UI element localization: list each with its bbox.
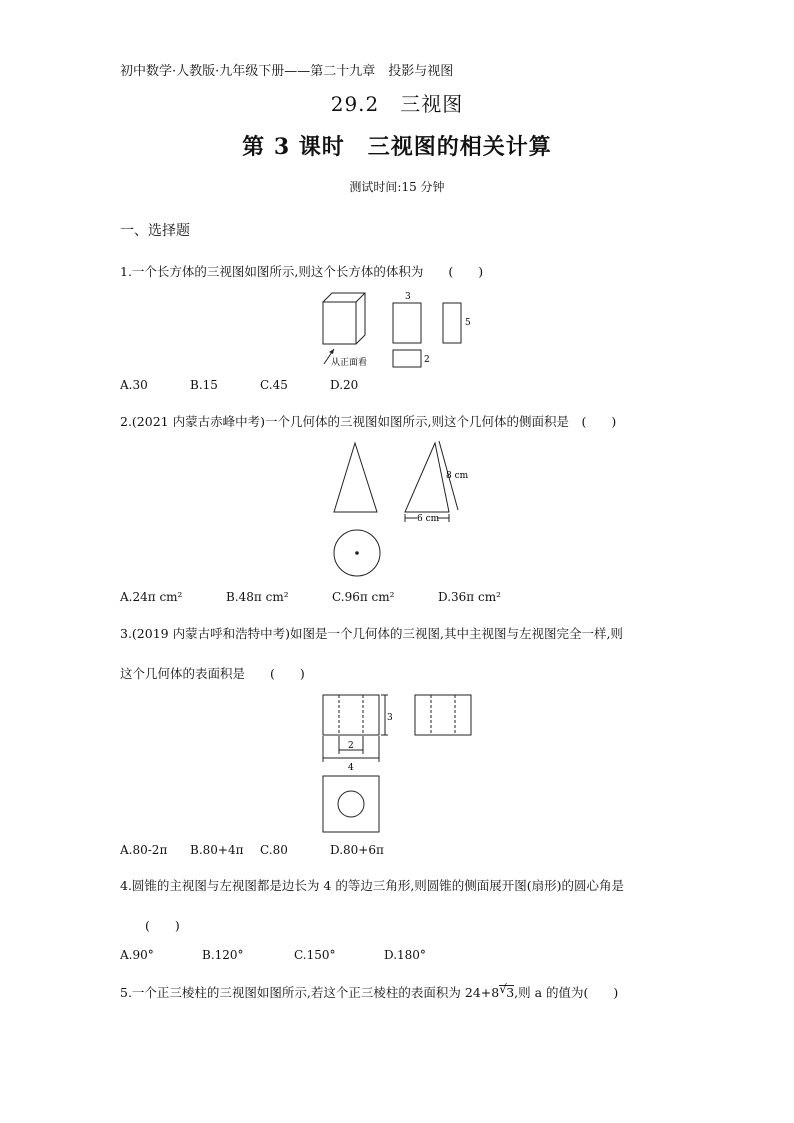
question-5-stem-suffix: ,则 a 的值为( ) [514, 985, 619, 1000]
lesson-title: 第 3 课时 三视图的相关计算 [242, 134, 552, 160]
front-view-rect [323, 695, 379, 735]
option-b[interactable]: B.48π cm² [226, 590, 289, 604]
inner-width-label: 2 [348, 741, 354, 751]
question-3-stem-line2: 这个几何体的表面积是 ( ) [120, 666, 305, 681]
option-b[interactable]: B.80+4π [190, 843, 244, 857]
question-3-stem-line1: 3.(2019 内蒙古呼和浩特中考)如图是一个几何体的三视图,其中主视图与左视图完全一样,则 [120, 626, 623, 641]
test-time: 测试时间:15 分钟 [349, 180, 445, 194]
option-d[interactable]: D.20 [330, 378, 359, 392]
option-a[interactable]: A.24π cm² [120, 590, 183, 604]
option-a[interactable]: A.30 [120, 378, 148, 392]
front-view-rect [393, 303, 421, 343]
width-label: 4 [348, 763, 354, 773]
box-top-edge [356, 293, 365, 302]
question-5-stem-prefix: 5.一个正三棱柱的三视图如图所示,若这个正三棱柱的表面积为 24+8 [120, 985, 500, 1000]
question-2-options [120, 590, 501, 604]
option-c[interactable]: C.80 [260, 843, 288, 857]
sqrt-radicand: 3 [506, 985, 515, 1000]
section-heading: 一、选择题 [120, 223, 190, 239]
label-length: 3 [405, 292, 411, 302]
question-2-figure [325, 438, 485, 583]
option-c[interactable]: C.45 [260, 378, 288, 392]
top-view-rect [393, 350, 421, 367]
question-4-stem-line1: 4.圆锥的主视图与左视图都是边长为 4 的等边三角形,则圆锥的侧面展开图(扇形)的圆心角是 [120, 878, 625, 893]
question-1-figure [310, 285, 490, 370]
question-4-options [120, 948, 426, 962]
option-d[interactable]: D.180° [384, 948, 426, 962]
question-5-stem [120, 983, 618, 1001]
section-title: 29.2 三视图 [330, 92, 464, 116]
left-view-rect [415, 695, 471, 735]
label-height: 5 [465, 318, 471, 328]
option-c[interactable]: C.96π cm² [332, 590, 395, 604]
base-width-label: 6 cm [417, 514, 440, 524]
sqrt-expression [499, 982, 515, 1000]
document-header: 初中数学·人教版·九年级下册——第二十九章 投影与视图 [120, 64, 454, 79]
label-width: 2 [424, 355, 430, 365]
sqrt-symbol-icon: √ [499, 982, 507, 996]
box-front-face [323, 302, 356, 344]
question-1-options [120, 378, 358, 392]
top-view-circle [338, 791, 364, 817]
box-back-edges [323, 293, 365, 344]
option-c[interactable]: C.150° [294, 948, 336, 962]
option-d[interactable]: D.80+6π [330, 843, 384, 857]
label-front-view: 从正面看 [331, 358, 368, 368]
option-b[interactable]: B.15 [190, 378, 218, 392]
height-label: 3 [387, 713, 393, 723]
slant-height-label: 8 cm [446, 471, 469, 481]
arrow-head-icon [329, 349, 334, 354]
question-2-stem: 2.(2021 内蒙古赤峰中考)一个几何体的三视图如图所示,则这个几何体的侧面积是 ( ) [120, 414, 617, 429]
option-a[interactable]: A.80-2π [120, 843, 168, 857]
option-d[interactable]: D.36π cm² [438, 590, 501, 604]
question-3-options [120, 843, 384, 857]
front-view-triangle [334, 443, 377, 512]
option-b[interactable]: B.120° [202, 948, 244, 962]
question-1-stem: 1.一个长方体的三视图如图所示,则这个长方体的体积为 ( ) [120, 264, 484, 279]
center-dot-icon [355, 551, 359, 555]
option-a[interactable]: A.90° [120, 948, 154, 962]
top-view-square [323, 776, 379, 832]
question-4-stem-line2: ( ) [145, 918, 180, 933]
side-view-rect [443, 303, 461, 343]
question-3-figure [318, 690, 478, 835]
